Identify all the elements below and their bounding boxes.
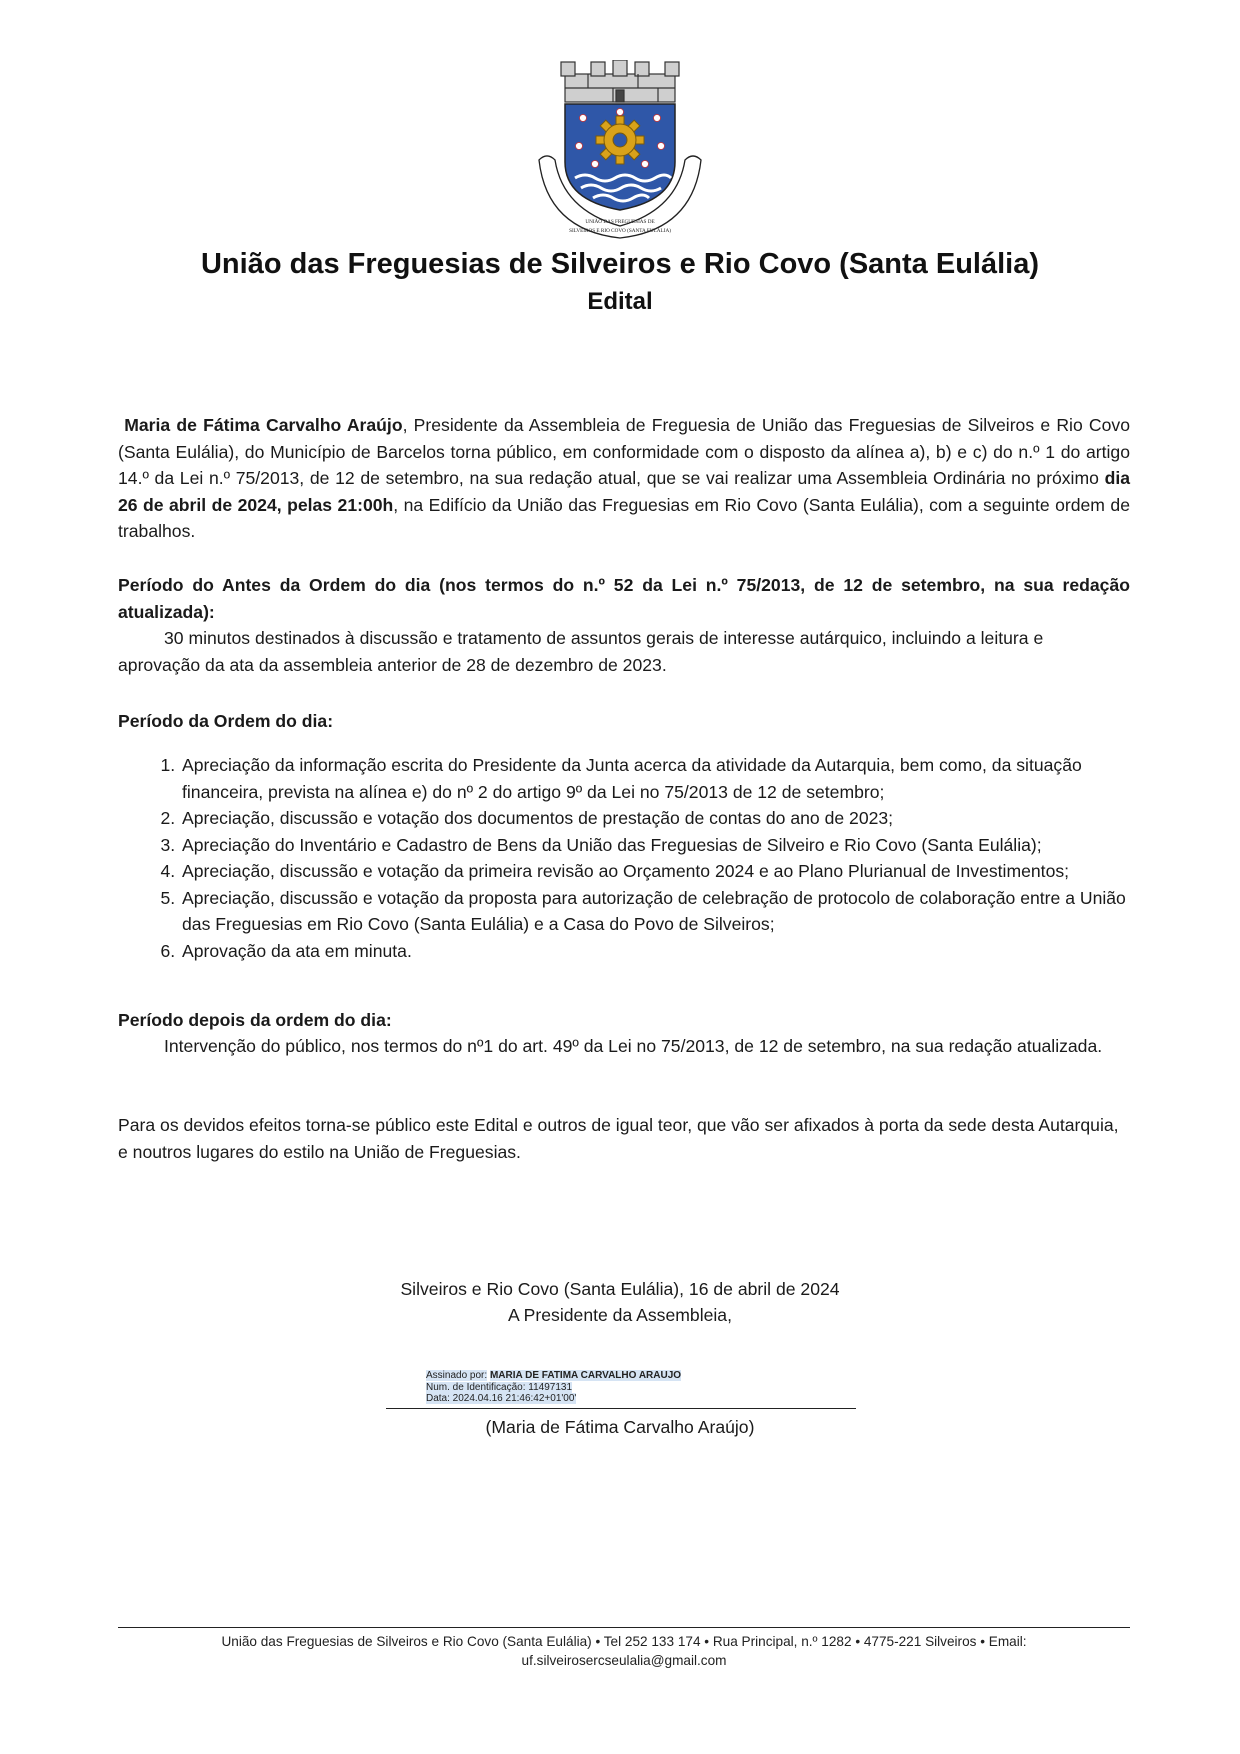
president-name: Maria de Fátima Carvalho Araújo	[124, 415, 403, 435]
agenda-item: 2. Apreciação, discussão e votação dos documentos de prestação de contas do ano de 2023;	[180, 805, 1130, 832]
agenda-item: 5. Apreciação, discussão e votação da proposta para autorização de celebração de protocolo de colaboração entre a União das Freguesias em Rio Covo (Santa Eulália) e a Casa do Povo de Silveiros;	[180, 885, 1130, 938]
page-title: União das Freguesias de Silveiros e Rio Covo (Santa Eulália)	[200, 248, 1040, 280]
before-agenda-text: 30 minutos destinados à discussão e tratamento de assuntos gerais de interesse autárquico, incluindo a leitura e aprovação da ata da assembleia anterior de 28 de dezembro de 2023.	[118, 628, 1044, 675]
motto-text-line1: UNIÃO DAS FREGUESIAS DE	[585, 219, 655, 225]
agenda-item: 4. Apreciação, discussão e votação da primeira revisão ao Orçamento 2024 e ao Plano Plurianual de Investimentos;	[180, 858, 1130, 885]
meeting-date: dia 26 de abril de 2024, pelas 21:00h	[118, 468, 1130, 515]
digital-signature-stamp	[426, 1370, 681, 1405]
intro-text-part2: , na Edifício da União das Freguesias em Rio Covo (Santa Eulália), com a seguinte ordem de trabalhos.	[118, 494, 1130, 541]
cogwheel-icon	[596, 116, 644, 164]
coat-of-arms-emblem	[533, 60, 707, 240]
agenda-list	[118, 752, 1130, 964]
intro-paragraph	[118, 412, 1130, 545]
mural-crown	[561, 60, 679, 102]
footer-contact-line: União das Freguesias de Silveiros e Rio Covo (Santa Eulália) • Tel 252 133 174 • Rua Principal, n.º 1282 • 4775-221 Silveiros • Email:	[221, 1634, 1027, 1649]
signatory-name: (Maria de Fátima Carvalho Araújo)	[485, 1417, 755, 1437]
after-agenda-text: Intervenção do público, nos termos do nº1 do art. 49º da Lei no 75/2013, de 12 de setembro, na sua redação atualizada.	[164, 1036, 1103, 1056]
intro-text-part1: , Presidente da Assembleia de Freguesia de União das Freguesias de Silveiros e Rio Covo (Santa Eulália), do Município de Barcelos torna público, em conformidade com o disposto da alínea a), b) e c) do n.º 1 do artigo 14.º da Lei n.º 75/2013, de 12 de setembro, na sua redação atual, que se vai realizar uma Assembleia Ordinária no próximo	[118, 415, 1131, 488]
before-agenda-heading: Período do Antes da Ordem do dia (nos termos do n.º 52 da Lei n.º 75/2013, de 12 de setembro, na sua redação atualizada):	[118, 575, 1130, 622]
agenda-item: 1. Apreciação da informação escrita do Presidente da Junta acerca da atividade da Autarquia, bem como, da situação financeira, prevista na alínea e) do nº 2 do artigo 9º da Lei no 75/2013 de 12 de setembro;	[180, 752, 1130, 805]
place-date: Silveiros e Rio Covo (Santa Eulália), 16 de abril de 2024	[400, 1279, 840, 1299]
signatory-role: A Presidente da Assembleia,	[508, 1305, 732, 1325]
motto-text-line2: SILVEIROS E RIO COVO (SANTA EULÁLIA)	[569, 228, 671, 234]
agenda-item: 3. Apreciação do Inventário e Cadastro de Bens da União das Freguesias de Silveiro e Rio Covo (Santa Eulália);	[180, 832, 1130, 859]
stamp-signed-name: MARIA DE FATIMA CARVALHO ARAUJO	[489, 1370, 682, 1381]
signature-line	[386, 1408, 856, 1409]
stamp-signed-label: Assinado por:	[426, 1370, 488, 1381]
page-subtitle: Edital	[587, 288, 653, 315]
footer	[118, 1632, 1130, 1670]
stamp-id: Num. de Identificação: 11497131	[426, 1381, 573, 1393]
agenda-heading: Período da Ordem do dia:	[118, 711, 334, 731]
footer-email-link[interactable]: uf.silveirosercseulalia@gmail.com	[521, 1653, 727, 1668]
closing-paragraph: Para os devidos efeitos torna-se público este Edital e outros de igual teor, que vão ser afixados à porta da sede desta Autarquia, e noutros lugares do estilo na União de Freguesias.	[118, 1115, 1119, 1162]
agenda-item: 6. Aprovação da ata em minuta.	[180, 938, 1130, 965]
stamp-date: Data: 2024.04.16 21:46:42+01'00'	[426, 1393, 577, 1404]
agenda-list-container	[118, 752, 1130, 964]
after-agenda-heading: Período depois da ordem do dia:	[118, 1010, 392, 1030]
footer-rule	[118, 1627, 1130, 1628]
